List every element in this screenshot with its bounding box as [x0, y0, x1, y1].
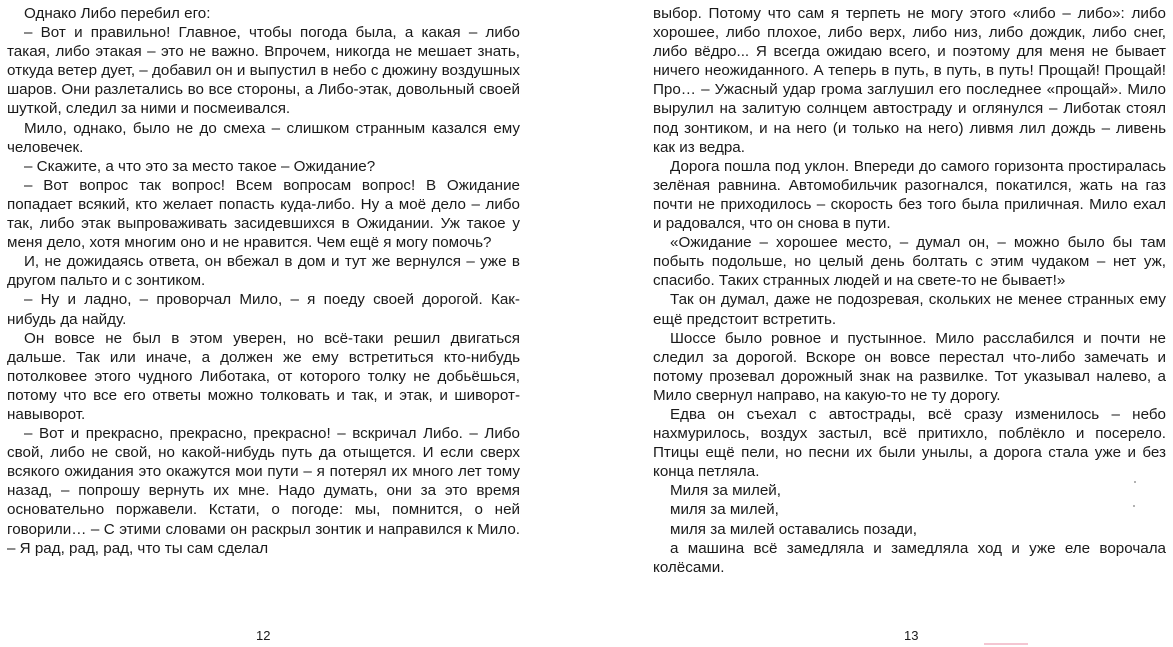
page-number-right: 13	[904, 628, 919, 643]
scan-mark	[984, 643, 1028, 645]
paragraph: «Ожидание – хорошее место, – думал он, – можно было бы там побыть подольше, но целый день болтать с этим чудаком – нет уж, спасибо. Таких странных людей и на свете-то не бывает!»	[653, 234, 1166, 290]
paragraph: Мило, однако, было не до смеха – слишком странным казался ему человечек.	[7, 119, 520, 156]
left-page	[7, 4, 520, 558]
paragraph: Он вовсе не был в этом уверен, но всё-таки решил двигаться дальше. Так или иначе, а должен же ему встретиться кто-нибудь потолковее этого чудного Либотака, от которого толку не добьёшься, потому что все его ответы можно толковать и так, и этак, и шиворот-навыворот.	[7, 329, 520, 423]
paragraph: – Скажите, а что это за место такое – Ожидание?	[24, 157, 376, 175]
scan-speck	[1133, 505, 1135, 507]
scan-speck	[1134, 481, 1136, 483]
paragraph: Так он думал, даже не подозревая, скольких не менее странных ему ещё предстоит встретить.	[653, 291, 1166, 328]
paragraph: – Вот и прекрасно, прекрасно, прекрасно! – вскричал Либо. – Либо свой, либо не свой, но какой-нибудь путь да отыщется. И если сверх всякого ожидания это окажутся мои пути – я потерял их много лет тому назад, – попрошу вернуть их мне. Надо думать, они за это время основательно поржавели. Кстати, о погоде: мы, помнится, о ней говорили… – С этими словами он раскрыл зонтик и направился к Мило. – Я рад, рад, рад, что ты сам сделал	[7, 425, 520, 557]
verse-line: миля за милей оставались позади,	[670, 520, 917, 538]
verse-line: Миля за милей,	[670, 482, 782, 500]
paragraph: – Вот и правильно! Главное, чтобы погода была, а какая – либо такая, либо этакая – это не важно. Впрочем, никогда не мешает знать, откуда ветер дует, – добавил он и выпустил в небо с дюжину воздушных шаров. Они разлетались во все стороны, а Либо-этак, довольный своей шуткой, следил за ними и посмеивался.	[7, 24, 520, 118]
page-number-left: 12	[256, 628, 271, 643]
paragraph: Едва он съехал с автострады, всё сразу изменилось – небо нахмурилось, воздух застыл, всё притихло, поблёкло и посерело. Птицы ещё пели, но песни их были унылы, а дорога стала уже и без конца петляла.	[653, 405, 1166, 481]
paragraph: И, не дожидаясь ответа, он вбежал в дом и тут же вернулся – уже в другом пальто и с зонтиком.	[7, 253, 520, 290]
paragraph: Шоссе было ровное и пустынное. Мило расслабился и почти не следил за дорогой. Вскоре он вовсе перестал что-либо замечать и потому прозевал дорожный знак на развилке. Тот указывал налево, а Мило свернул направо, на какую-то не ту дорогу.	[653, 329, 1166, 404]
paragraph: а машина всё замедляла и замедляла ход и уже еле ворочала колёсами.	[653, 539, 1166, 576]
right-page	[653, 4, 1166, 577]
paragraph: выбор. Потому что сам я терпеть не могу этого «либо – либо»: либо хорошее, либо плохое, либо верх, либо низ, либо дождик, либо снег, либо вёдро... Я всегда ожидаю всего, и поэтому для меня не бывает ничего неожиданного. А теперь в путь, в путь, в путь! Прощай! Прощай! Про… – Ужасный удар грома заглушил его последнее «прощай». Мило вырулил на залитую солнцем автостраду и оглянулся – Либотак стоял под зонтиком, и на него (и только на него) ливмя лил дождь – ливень как из ведра.	[653, 5, 1166, 156]
paragraph: – Ну и ладно, – проворчал Мило, – я поеду своей дорогой. Как-нибудь да найду.	[7, 291, 520, 328]
paragraph: Дорога пошла под уклон. Впереди до самого горизонта простиралась зелёная равнина. Автомобильчик разогнался, покатился, жать на газ почти не приходилось – скорость без того была приличная. Мило ехал и радовался, что он снова в пути.	[653, 157, 1166, 233]
paragraph: Однако Либо перебил его:	[24, 5, 211, 22]
paragraph: – Вот вопрос так вопрос! Всем вопросам вопрос! В Ожидание попадает всякий, кто желает попасть куда-либо. Ну а моё дело – либо так, либо этак выпроваживать засидевшихся в Ожидании. Уж такое у меня дело, хотя многим оно и не нравится. Чем ещё я могу помочь?	[7, 176, 520, 252]
verse-line: миля за милей,	[670, 501, 779, 519]
